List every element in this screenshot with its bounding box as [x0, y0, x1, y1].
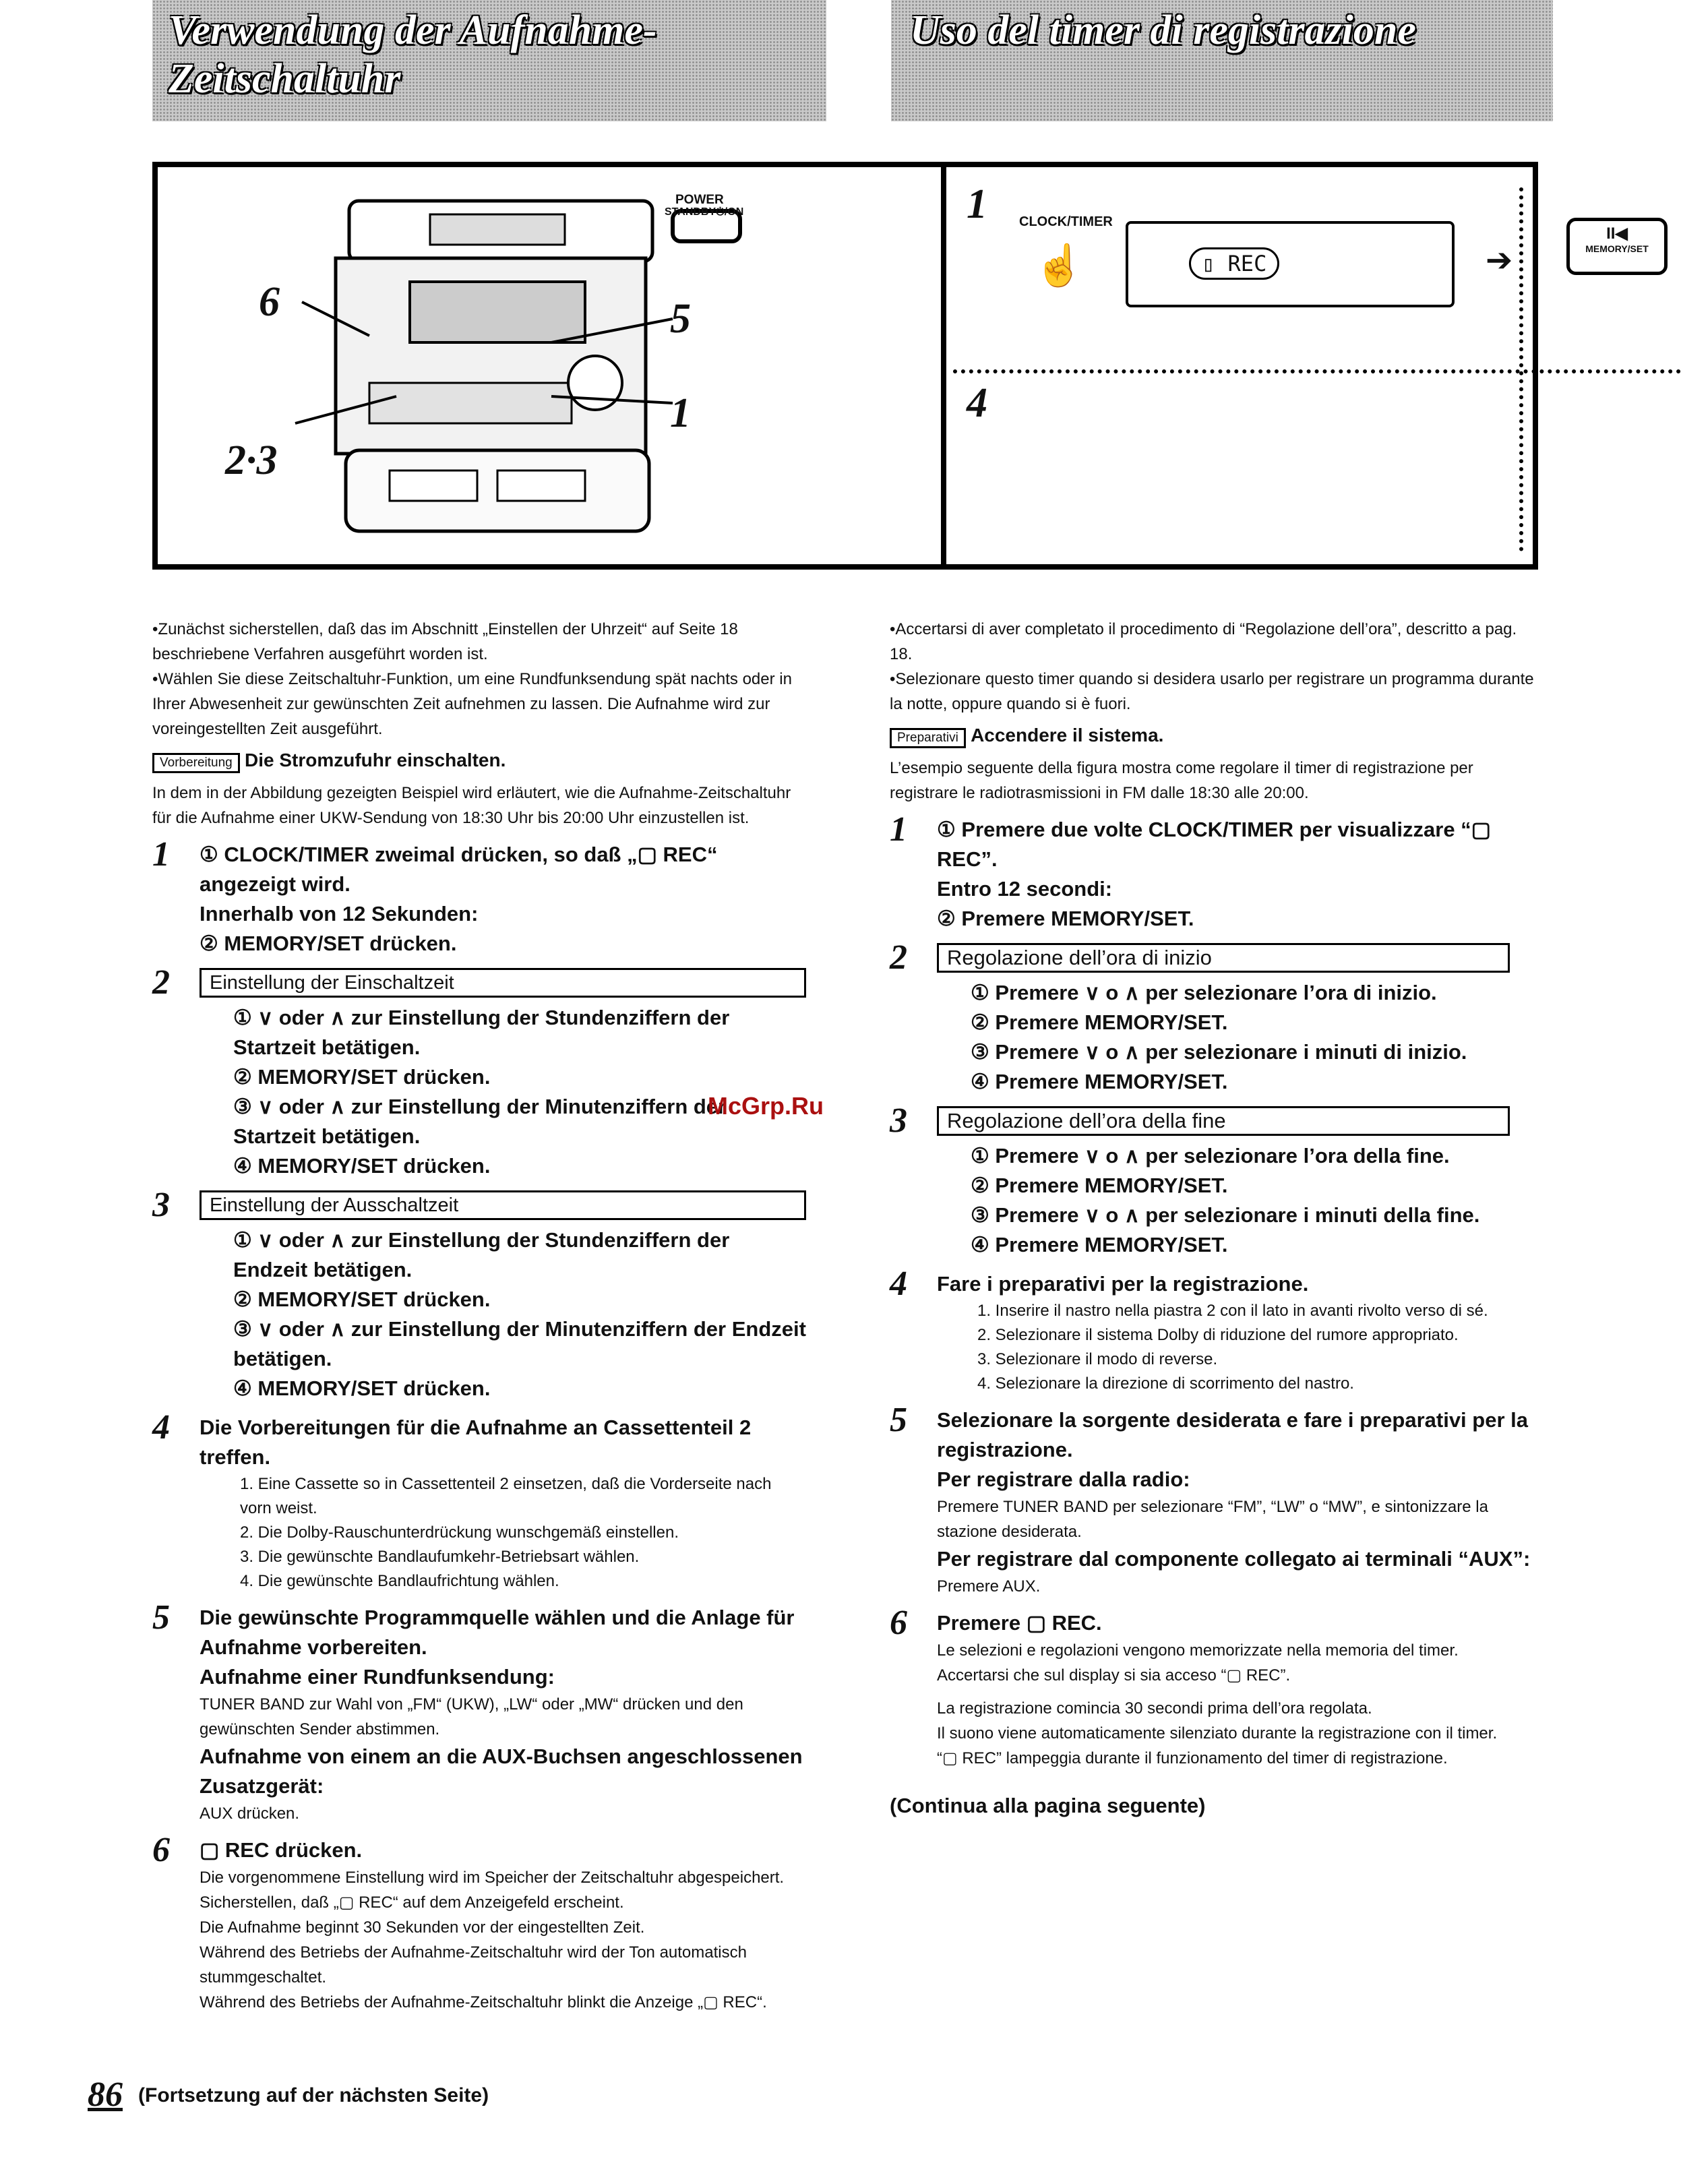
stereo-system-drawing: [174, 181, 936, 558]
german-step-4-item: 1. Eine Cassette so in Cassettenteil 2 einsetzen, daß die Vorderseite nach vorn weist.: [240, 1475, 772, 1517]
german-step-2-3: ③ ∨ oder ∧ zur Einstellung der Minutenziffern der Startzeit betätigen.: [233, 1095, 727, 1148]
italian-step-6: [890, 1604, 1544, 1771]
german-step-4: [152, 1408, 806, 1594]
german-step-4-item: 4. Die gewünschte Bandlaufrichtung wählen.: [240, 1572, 559, 1590]
italian-step-6-line: Il suono viene automaticamente silenziato durante la registrazione con il timer.: [937, 1724, 1498, 1742]
italian-step-6-line: “▢ REC” lampeggia durante il funzionamento del timer di registrazione.: [937, 1749, 1448, 1767]
illustration-box: [152, 162, 1649, 570]
german-step-6-title: ▢ REC drücken.: [200, 1838, 363, 1862]
german-step-3-title: Einstellung der Ausschaltzeit: [200, 1190, 806, 1220]
german-step-2-1: ① ∨ oder ∧ zur Einstellung der Stundenziffern der Startzeit betätigen.: [233, 1006, 730, 1059]
italian-step-3-title: Regolazione dell’ora della fine: [937, 1106, 1510, 1136]
italian-bullet-1: •Accertarsi di aver completato il procedimento di “Regolazione dell’ora”, descritto a pag. 18.: [890, 620, 1517, 663]
german-column: [152, 617, 806, 2015]
german-bullet-1: •Zunächst sicherstellen, daß das im Abschnitt „Einstellen der Uhrzeit“ auf Seite 18 beschriebene Verfahren ausgeführt worden ist.: [152, 620, 738, 663]
hand-press-icon: ☝: [1034, 243, 1084, 288]
italian-step-5-sub1: Per registrare dalla radio:: [937, 1467, 1190, 1491]
italian-step-6-line: Accertarsi che sul display si sia acceso “▢ REC”.: [937, 1666, 1291, 1685]
italian-step-3-4: ④ Premere MEMORY/SET.: [971, 1233, 1228, 1256]
header-band-left: [152, 0, 826, 121]
german-step-1: [152, 835, 806, 959]
title-german-line1: Verwendung der Aufnahme-: [169, 7, 657, 53]
page-number: 86: [88, 2075, 123, 2114]
italian-step-4-title: Fare i preparativi per la registrazione.: [937, 1272, 1309, 1296]
callout-2-3: 2·3: [225, 437, 278, 483]
callout-5: 5: [670, 296, 691, 342]
german-step-5-sub2: Aufnahme von einem an die AUX-Buchsen angeschlossenen Zusatzgerät:: [200, 1745, 803, 1798]
german-step-4-title: Die Vorbereitungen für die Aufnahme an Cassettenteil 2 treffen.: [200, 1416, 752, 1469]
lcd-display: [1126, 221, 1455, 307]
italian-step-2-number: 2: [890, 938, 907, 977]
italian-step-4-item: 1. Inserire il nastro nella piastra 2 con il lato in avanti rivolto verso di sé.: [977, 1302, 1488, 1320]
german-step-3-number: 3: [152, 1186, 170, 1224]
italian-step-2-3: ③ Premere ∨ o ∧ per selezionare i minuti di inizio.: [971, 1040, 1467, 1064]
italian-step-3: [890, 1101, 1544, 1260]
italian-step-1-a: ① Premere due volte CLOCK/TIMER per visualizzare “▢ REC”.: [937, 818, 1491, 871]
italian-step-1: [890, 810, 1544, 934]
italian-step-2: [890, 938, 1544, 1097]
pause-symbol: II◀: [1606, 224, 1628, 243]
german-step-6-line: Die Aufnahme beginnt 30 Sekunden vor der eingestellten Zeit.: [200, 1918, 645, 1937]
italian-column: [890, 617, 1544, 1821]
italian-step-5-text1: Premere TUNER BAND per selezionare “FM”, “LW” o “MW”, e sintonizzare la stazione desiderata.: [937, 1498, 1488, 1541]
italian-step-1-b: Entro 12 secondi:: [937, 877, 1113, 901]
italian-step-5-text2: Premere AUX.: [937, 1577, 1041, 1596]
dotted-edge: [1519, 187, 1523, 551]
callout-6: 6: [259, 279, 280, 325]
italian-step-4-item: 3. Selezionare il modo di reverse.: [977, 1350, 1218, 1368]
german-prep-text: Die Stromzufuhr einschalten.: [244, 750, 506, 770]
italian-prep-tag: Preparativi: [890, 728, 966, 748]
german-step-3-3: ③ ∨ oder ∧ zur Einstellung der Minutenziffern der Endzeit betätigen.: [233, 1317, 806, 1370]
arrow-icon: ➔: [1486, 243, 1513, 278]
watermark-text: McGrp.Ru: [708, 1092, 824, 1120]
italian-step-6-line: La registrazione comincia 30 secondi prima dell’ora regolata.: [937, 1699, 1372, 1718]
italian-step-3-3: ③ Premere ∨ o ∧ per selezionare i minuti della fine.: [971, 1203, 1480, 1227]
panel-step-1: 1: [967, 181, 987, 227]
title-german-line2: Zeitschaltuhr: [169, 56, 401, 102]
italian-prep-text: Accendere il sistema.: [971, 725, 1164, 746]
title-italian: Uso del timer di registrazione: [910, 7, 1416, 53]
italian-step-5-number: 5: [890, 1401, 907, 1439]
german-prep: [152, 747, 806, 774]
italian-step-4: [890, 1265, 1544, 1396]
italian-step-6-title: Premere ▢ REC.: [937, 1611, 1102, 1635]
italian-intro: L’esempio seguente della figura mostra come regolare il timer di registrazione per registrare le radiotrasmissioni in FM dalle 18:30 alle 20:00.: [890, 759, 1473, 802]
italian-step-2-2: ② Premere MEMORY/SET.: [971, 1010, 1228, 1034]
callout-1: 1: [670, 390, 691, 436]
italian-step-2-4: ④ Premere MEMORY/SET.: [971, 1070, 1228, 1093]
german-step-2-number: 2: [152, 963, 170, 1002]
lcd-rec-text: ▯ REC: [1189, 247, 1279, 280]
figure-divider: [941, 167, 946, 564]
german-step-5: [152, 1598, 806, 1826]
italian-continue-note: (Continua alla pagina seguente): [890, 1794, 1206, 1817]
german-bullet-2: •Wählen Sie diese Zeitschaltuhr-Funktion, um eine Rundfunksendung spät nachts oder in Ihrer Abwesenheit zur gewünschten Zeit aufnehmen zu lassen. Die Aufnahme wird zur voreingestellten Zeit ausgeführt.: [152, 670, 792, 738]
german-step-2-2: ② MEMORY/SET drücken.: [233, 1065, 491, 1089]
italian-step-1-c: ② Premere MEMORY/SET.: [937, 907, 1194, 930]
german-step-6-line: Sicherstellen, daß „▢ REC“ auf dem Anzeigefeld erscheint.: [200, 1893, 624, 1912]
italian-step-4-number: 4: [890, 1265, 907, 1303]
german-step-1-c: ② MEMORY/SET drücken.: [200, 932, 457, 955]
german-step-3-4: ④ MEMORY/SET drücken.: [233, 1376, 491, 1400]
german-step-2: [152, 963, 806, 1181]
german-intro: In dem in der Abbildung gezeigten Beispiel wird erläutert, wie die Aufnahme-Zeitschaltuhr für die Aufnahme einer UKW-Sendung von 18:30 Uhr bis 20:00 Uhr einzustellen ist.: [152, 784, 791, 827]
memory-set-button: [1566, 218, 1668, 275]
power-label: POWER: [675, 193, 724, 207]
italian-step-2-1: ① Premere ∨ o ∧ per selezionare l’ora di inizio.: [971, 981, 1437, 1004]
italian-step-5-sub2: Per registrare dal componente collegato ai terminali “AUX”:: [937, 1547, 1531, 1571]
german-step-6: [152, 1831, 806, 2015]
german-step-6-line: Während des Betriebs der Aufnahme-Zeitschaltuhr wird der Ton automatisch stummgeschaltet.: [200, 1943, 747, 1986]
italian-step-6-line: Le selezioni e regolazioni vengono memorizzate nella memoria del timer.: [937, 1641, 1459, 1660]
german-step-4-item: 3. Die gewünschte Bandlaufumkehr-Betriebsart wählen.: [240, 1548, 640, 1566]
memory-set-label: MEMORY/SET: [1585, 243, 1649, 254]
german-step-5-number: 5: [152, 1598, 170, 1637]
german-prep-tag: Vorbereitung: [152, 753, 240, 773]
german-step-6-line: Die vorgenommene Einstellung wird im Speicher der Zeitschaltuhr abgespeichert.: [200, 1869, 785, 1887]
german-step-1-number: 1: [152, 835, 170, 874]
german-step-6-number: 6: [152, 1831, 170, 1869]
panel-step-4: 4: [967, 380, 987, 426]
german-step-2-4: ④ MEMORY/SET drücken.: [233, 1154, 491, 1178]
german-step-5-title: Die gewünschte Programmquelle wählen und die Anlage für Aufnahme vorbereiten.: [200, 1606, 795, 1659]
german-step-4-item: 2. Die Dolby-Rauschunterdrückung wunschgemäß einstellen.: [240, 1523, 679, 1542]
german-step-1-a: ① CLOCK/TIMER zweimal drücken, so daß „▢ REC“ angezeigt wird.: [200, 843, 718, 896]
german-step-6-line: Während des Betriebs der Aufnahme-Zeitschaltuhr blinkt die Anzeige „▢ REC“.: [200, 1993, 767, 2011]
german-step-1-b: Innerhalb von 12 Sekunden:: [200, 902, 479, 926]
italian-step-2-title: Regolazione dell’ora di inizio: [937, 943, 1510, 973]
german-step-5-sub1: Aufnahme einer Rundfunksendung:: [200, 1665, 555, 1689]
german-step-3-1: ① ∨ oder ∧ zur Einstellung der Stundenziffern der Endzeit betätigen.: [233, 1228, 730, 1281]
german-step-5-text1: TUNER BAND zur Wahl von „FM“ (UKW), „LW“ oder „MW“ drücken und den gewünschten Sender abstimmen.: [200, 1695, 743, 1738]
italian-bullet-2: •Selezionare questo timer quando si desidera usarlo per registrare un programma durante la notte, oppure quando si è fuori.: [890, 670, 1534, 713]
header-band-right: [891, 0, 1553, 121]
german-step-3: [152, 1186, 806, 1403]
standby-label: STANDBY⏻/ON: [665, 206, 744, 218]
italian-step-3-number: 3: [890, 1101, 907, 1140]
italian-step-6-number: 6: [890, 1604, 907, 1642]
german-step-5-text2: AUX drücken.: [200, 1804, 300, 1823]
italian-step-3-2: ② Premere MEMORY/SET.: [971, 1174, 1228, 1197]
clock-timer-label: CLOCK/TIMER: [1019, 214, 1113, 229]
italian-step-3-1: ① Premere ∨ o ∧ per selezionare l’ora della fine.: [971, 1144, 1450, 1167]
italian-step-5-title: Selezionare la sorgente desiderata e fare i preparativi per la registrazione.: [937, 1408, 1528, 1461]
german-step-2-title: Einstellung der Einschaltzeit: [200, 968, 806, 998]
german-step-3-2: ② MEMORY/SET drücken.: [233, 1287, 491, 1311]
dotted-separator: [953, 369, 1681, 373]
german-continue-note: (Fortsetzung auf der nächsten Seite): [138, 2084, 489, 2106]
italian-step-5: [890, 1401, 1544, 1599]
italian-step-1-number: 1: [890, 810, 907, 849]
italian-step-4-item: 2. Selezionare il sistema Dolby di riduzione del rumore appropriato.: [977, 1326, 1459, 1344]
italian-step-4-item: 4. Selezionare la direzione di scorrimento del nastro.: [977, 1374, 1354, 1393]
italian-prep: [890, 722, 1544, 749]
german-step-4-number: 4: [152, 1408, 170, 1447]
